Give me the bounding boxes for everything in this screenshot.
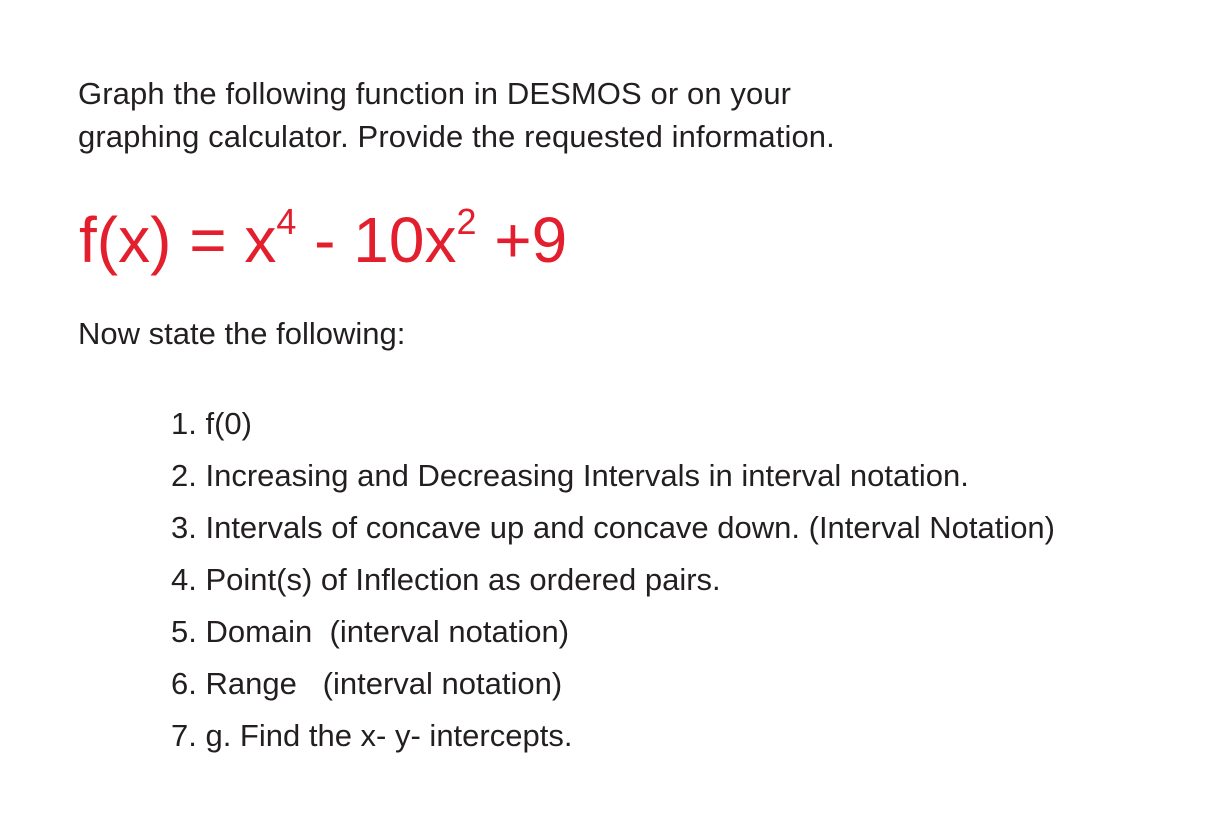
- question-item-2: 2. Increasing and Decreasing Intervals in interval notation.: [171, 458, 969, 493]
- question-item-5: 5. Domain (interval notation): [171, 614, 570, 649]
- equation-middle-term: - 10x: [296, 204, 457, 276]
- equation-exponent-2: 2: [456, 200, 477, 242]
- question-item-1: 1. f(0): [171, 406, 252, 441]
- equation-lhs: f(x) = x: [79, 204, 277, 276]
- question-item-7: 7. g. Find the x- y- intercepts.: [171, 718, 573, 753]
- equation-exponent-4: 4: [276, 200, 297, 242]
- instructions-paragraph: [78, 72, 978, 158]
- question-item-3: 3. Intervals of concave up and concave down. (Interval Notation): [171, 510, 1055, 545]
- prompt-text: Now state the following:: [78, 316, 406, 351]
- question-item-6: 6. Range (interval notation): [171, 666, 563, 701]
- equation-constant: +9: [476, 204, 568, 276]
- question-item-4: 4. Point(s) of Inflection as ordered pairs.: [171, 562, 721, 597]
- instructions-line-2: graphing calculator. Provide the requested information.: [78, 119, 835, 154]
- function-equation: [79, 198, 567, 282]
- question-list: [171, 398, 1055, 762]
- instructions-line-1: Graph the following function in DESMOS or on your: [78, 76, 792, 111]
